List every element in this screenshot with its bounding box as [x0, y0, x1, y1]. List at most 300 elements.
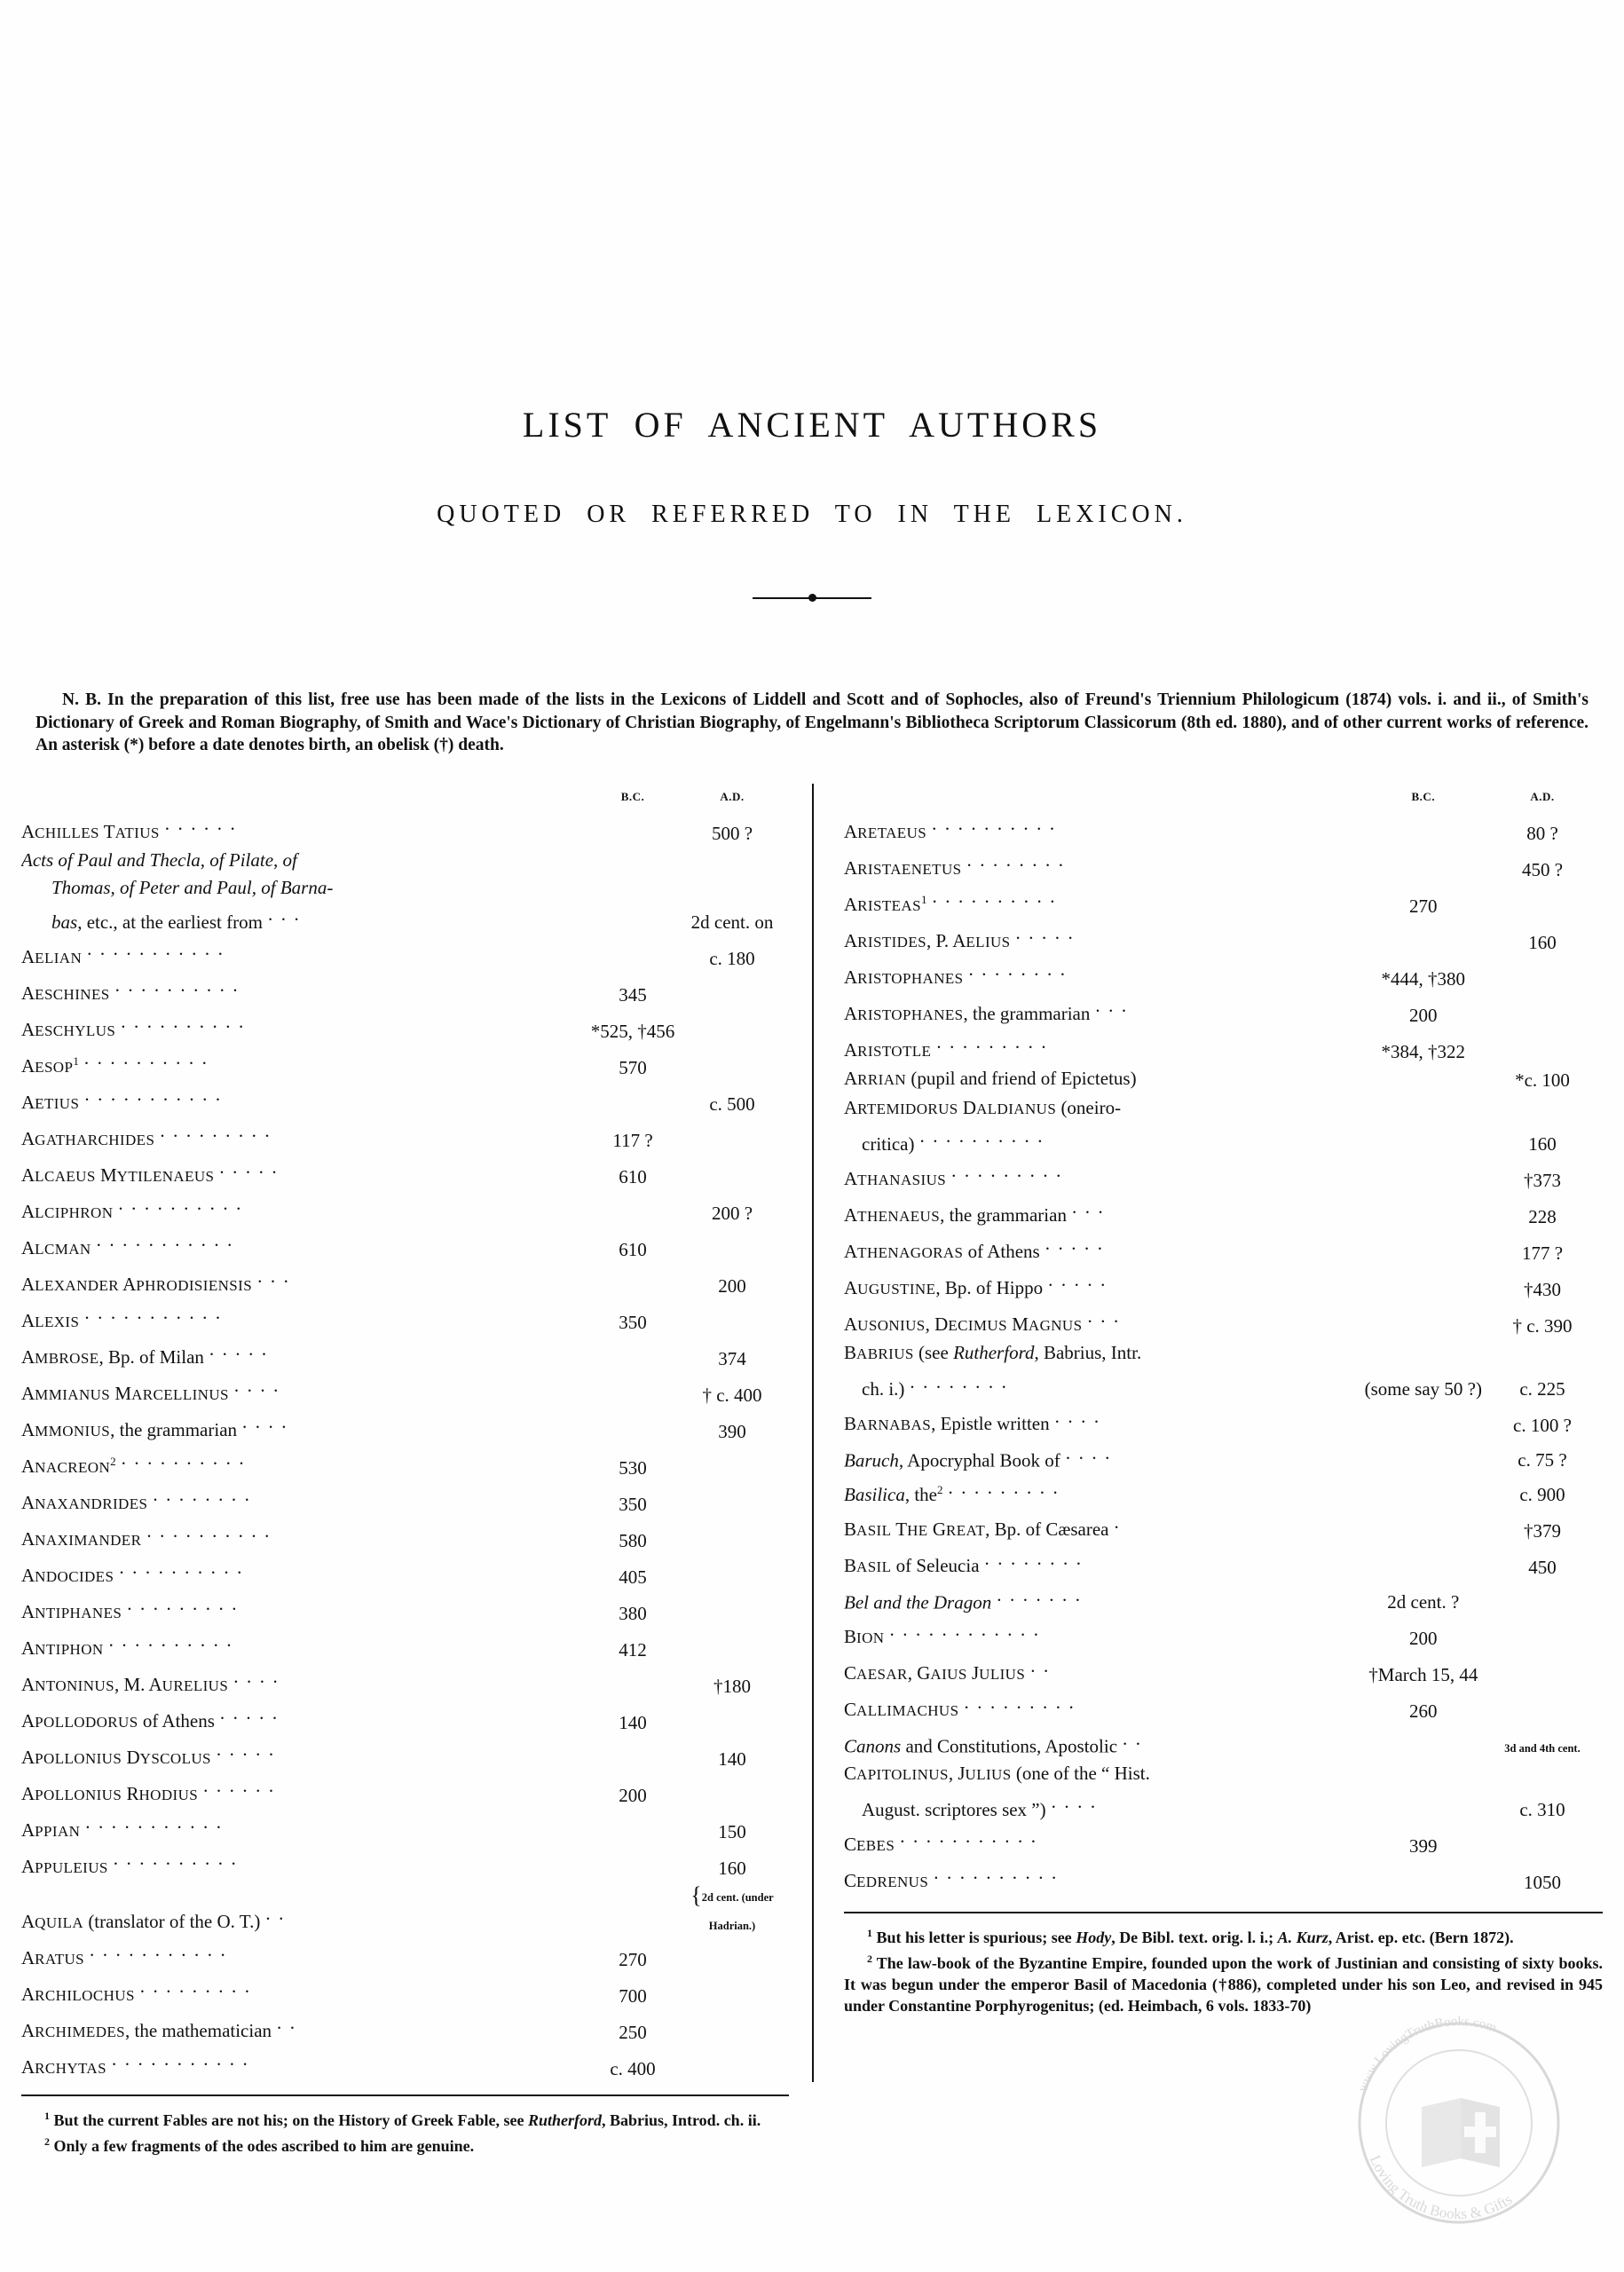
- date-bc: [1365, 1474, 1482, 1509]
- author-name: ch. i.) ........: [844, 1369, 1365, 1403]
- list-item: [844, 1440, 1603, 1474]
- date-bc: 700: [619, 1984, 647, 2007]
- date-ad: [675, 1772, 789, 1809]
- author-name: ANAXIMANDER ..........: [21, 1518, 590, 1554]
- list-item: [21, 935, 789, 972]
- author-name: AMBROSE, Bp. of Milan .....: [21, 1336, 590, 1372]
- author-name: AESCHINES ..........: [21, 972, 590, 1008]
- right-entry-table: [844, 784, 1603, 1897]
- leader-dots: ...: [267, 903, 308, 925]
- date-ad: [675, 874, 789, 902]
- list-item: [844, 1339, 1603, 1369]
- date-ad: 200: [718, 1274, 746, 1297]
- date-ad: [1482, 1823, 1603, 1859]
- date-bc: [1365, 1545, 1482, 1582]
- date-ad: [675, 1937, 789, 1973]
- date-ad: [675, 1227, 789, 1263]
- right-footnote-rule: [844, 1912, 1603, 1913]
- leader-dots: ..: [265, 1903, 292, 1924]
- list-item: [844, 1616, 1603, 1653]
- date-ad: 450: [1528, 1557, 1557, 1578]
- date-ad: [675, 1973, 789, 2009]
- date-bc: [1365, 810, 1482, 847]
- author-name: BION ............: [844, 1616, 1365, 1653]
- date-bc: 117 ?: [612, 1129, 653, 1151]
- date-ad: [675, 2009, 789, 2046]
- list-item: [21, 1045, 789, 1081]
- date-ad: 160: [1528, 1132, 1557, 1155]
- date-ad: c. 180: [709, 947, 755, 969]
- list-item: [844, 1266, 1603, 1303]
- date-ad: c. 75 ?: [1518, 1449, 1567, 1471]
- date-bc: [590, 1845, 675, 1882]
- list-item: [844, 1194, 1603, 1230]
- leader-dots: ............: [889, 1618, 1047, 1640]
- date-bc: 270: [619, 1948, 647, 1970]
- date-ad: † c. 390: [1512, 1314, 1573, 1337]
- list-item: [844, 1123, 1603, 1157]
- date-ad: 3d and 4th cent.: [1504, 1742, 1581, 1755]
- author-name: CAESAR, GAIUS JULIUS ..: [844, 1653, 1365, 1689]
- list-item: [844, 1582, 1603, 1616]
- date-bc: [1365, 1194, 1482, 1230]
- list-item: [21, 1227, 789, 1263]
- list-item: [844, 847, 1603, 883]
- leader-dots: .........: [160, 1120, 279, 1141]
- date-bc: 260: [1409, 1700, 1438, 1722]
- footnote: $^2$ The law-book of the Byzantine Empire, founded upon the work of Justinian and consisting of sixty books. It was begun under the emperor Basil of Macedonia (†886), completed under his son Leo, and revised in 945 under Constantine Porphyrogenitus; (ed. Heimbach, 6 vols. 1833-70): [844, 1952, 1603, 2015]
- date-bc: 140: [619, 1711, 647, 1733]
- date-ad: [1482, 1653, 1603, 1689]
- list-item: [21, 1937, 789, 1973]
- date-bc: [590, 874, 675, 902]
- author-name: ALCMAN ...........: [21, 1227, 590, 1263]
- leader-dots: ...........: [96, 1229, 240, 1250]
- header-spacer: [21, 784, 590, 811]
- date-ad: 177 ?: [1521, 1242, 1564, 1264]
- list-item: [844, 1788, 1603, 1823]
- date-ad: c. 100 ?: [1513, 1415, 1572, 1436]
- left-column: [21, 784, 812, 2083]
- leader-dots: ...: [257, 1266, 297, 1287]
- list-item: [21, 1408, 789, 1445]
- date-ad: [675, 1518, 789, 1554]
- date-ad: 390: [718, 1420, 746, 1442]
- leader-dots: ..........: [932, 886, 1063, 907]
- date-ad: †373: [1524, 1169, 1561, 1191]
- leader-dots: ........: [153, 1484, 258, 1505]
- date-ad: [675, 2046, 789, 2082]
- date-bc: 200: [619, 1784, 647, 1806]
- date-ad: †379: [1524, 1520, 1561, 1542]
- date-bc: 530: [619, 1456, 647, 1479]
- leader-dots: .........: [139, 1976, 258, 1997]
- leader-dots: ..........: [113, 1848, 245, 1869]
- list-item: [21, 810, 789, 847]
- leader-dots: ..: [1123, 1727, 1149, 1749]
- leader-dots: .....: [1015, 922, 1082, 943]
- date-ad: [1482, 1582, 1603, 1616]
- date-bc: c. 400: [610, 2057, 656, 2079]
- header-ad-right: A.D.: [1530, 789, 1555, 803]
- author-name: ARCHYTAS ...........: [21, 2046, 590, 2082]
- date-ad: 450 ?: [1521, 858, 1564, 880]
- author-name: Acts of Paul and Thecla, of Pilate, of: [21, 849, 297, 871]
- leader-dots: .........: [936, 1031, 1055, 1053]
- date-bc: [590, 1336, 675, 1372]
- date-ad: †180: [713, 1675, 751, 1697]
- author-name: APOLLONIUS RHODIUS ......: [21, 1772, 590, 1809]
- date-bc: [1365, 1440, 1482, 1474]
- date-ad: [675, 1445, 789, 1481]
- leader-dots: .....: [1048, 1269, 1114, 1290]
- date-ad: [675, 972, 789, 1008]
- leader-dots: .........: [948, 1476, 1067, 1498]
- list-item: [844, 1725, 1603, 1760]
- date-ad: c. 225: [1519, 1378, 1565, 1400]
- date-ad: c. 500: [709, 1093, 755, 1115]
- list-item: [844, 1065, 1603, 1094]
- date-bc: [1365, 1123, 1482, 1157]
- list-item: [844, 1094, 1603, 1124]
- author-name: AMMIANUS MARCELLINUS ....: [21, 1372, 590, 1408]
- leader-dots: ..........: [934, 1862, 1065, 1883]
- leader-dots: ....: [233, 1666, 287, 1687]
- leader-dots: ........: [910, 1370, 1015, 1392]
- list-item: [844, 1823, 1603, 1859]
- date-bc: [1365, 1859, 1482, 1896]
- author-name: ARATUS ...........: [21, 1937, 590, 1973]
- author-name: AUGUSTINE, Bp. of Hippo .....: [844, 1266, 1365, 1303]
- list-item: [21, 1736, 789, 1772]
- list-item: [21, 1518, 789, 1554]
- leader-dots: .......: [997, 1583, 1089, 1605]
- list-item: [21, 972, 789, 1008]
- date-bc: 270: [1409, 895, 1438, 917]
- list-item: [21, 1008, 789, 1045]
- leader-dots: ........: [966, 849, 1072, 871]
- date-bc: [590, 935, 675, 972]
- footnote: $^1$ But his letter is spurious; see Hody, De Bibl. text. orig. l. i.; A. Kurz, Arist. ep. etc. (Bern 1872).: [867, 1927, 1514, 1946]
- date-bc: 380: [619, 1602, 647, 1624]
- date-ad: [1482, 1616, 1603, 1653]
- date-ad: c. 310: [1519, 1798, 1565, 1820]
- date-ad: [675, 1481, 789, 1518]
- leader-dots: ...........: [84, 1084, 229, 1105]
- leader-dots: ....: [1065, 1441, 1118, 1463]
- date-bc: 570: [619, 1056, 647, 1078]
- author-name: BASIL THE GREAT, Bp. of Cæsarea .: [844, 1509, 1365, 1545]
- right-column: [812, 784, 1603, 2083]
- author-name: ANTIPHANES .........: [21, 1590, 590, 1627]
- left-footnote-area: [21, 2082, 1603, 2157]
- list-item: [21, 1882, 789, 1937]
- date-bc: 399: [1409, 1834, 1438, 1857]
- date-bc: [1365, 1788, 1482, 1823]
- date-ad: [1482, 1094, 1603, 1124]
- leader-dots: ....: [242, 1411, 296, 1432]
- left-footnote-col: [21, 2082, 812, 2157]
- date-bc: 200: [1409, 1004, 1438, 1026]
- footnote: $^2$ Only a few fragments of the odes ascribed to him are genuine.: [44, 2135, 475, 2155]
- leader-dots: ....: [1051, 1791, 1104, 1812]
- author-name: AESCHYLUS ..........: [21, 1008, 590, 1045]
- author-name: ANTIPHON ..........: [21, 1627, 590, 1663]
- date-bc: [590, 1663, 675, 1700]
- author-name: BABRIUS (see Rutherford, Babrius, Intr.: [844, 1342, 1142, 1363]
- date-bc: [1365, 1094, 1482, 1124]
- list-item: [844, 810, 1603, 847]
- right-footnote-area: [844, 1912, 1603, 2016]
- date-bc: 345: [619, 983, 647, 1006]
- date-bc: [1365, 1760, 1482, 1789]
- date-ad: [675, 1554, 789, 1590]
- date-bc: [1365, 1157, 1482, 1194]
- date-bc: 412: [619, 1638, 647, 1661]
- date-ad: 140: [718, 1747, 746, 1770]
- right-footnote-spacer: [812, 2082, 1603, 2157]
- date-bc: *525, †456: [590, 1020, 675, 1042]
- date-bc: 250: [619, 2021, 647, 2043]
- leader-dots: .....: [219, 1156, 286, 1178]
- date-bc: [1365, 1725, 1482, 1760]
- date-ad: 374: [718, 1347, 746, 1369]
- date-ad: [675, 1008, 789, 1045]
- author-name: ARRIAN (pupil and friend of Epictetus): [844, 1068, 1137, 1089]
- date-bc: (some say 50 ?): [1364, 1378, 1482, 1400]
- leader-dots: ..........: [108, 1629, 240, 1651]
- list-item: [21, 1590, 789, 1627]
- date-ad: [675, 1299, 789, 1336]
- date-ad: [1482, 1029, 1603, 1065]
- date-bc: [590, 1263, 675, 1299]
- right-footnotes: [844, 1922, 1603, 2016]
- leader-dots: ...........: [90, 1939, 234, 1960]
- date-ad: 500 ?: [711, 822, 753, 844]
- list-item: [21, 1663, 789, 1700]
- author-name: ANACREON$^2$ ..........: [21, 1445, 590, 1481]
- list-item: [21, 1445, 789, 1481]
- author-name: ARISTAENETUS ........: [844, 847, 1365, 883]
- author-list-columns: [21, 784, 1603, 2083]
- list-item: [21, 1372, 789, 1408]
- list-item: [21, 1336, 789, 1372]
- date-bc: [1365, 1065, 1482, 1094]
- author-name: ANDOCIDES ..........: [21, 1554, 590, 1590]
- date-ad: [1482, 1339, 1603, 1369]
- svg-text:Loving Truth Books & Gifts: [1367, 2153, 1516, 2222]
- author-name: CALLIMACHUS .........: [844, 1689, 1365, 1725]
- author-name: ARISTIDES, P. AELIUS .....: [844, 919, 1365, 956]
- leader-dots: .........: [951, 1160, 1069, 1181]
- leader-dots: ..........: [146, 1520, 278, 1542]
- date-ad: c. 900: [1519, 1484, 1565, 1505]
- leader-dots: ...........: [84, 1302, 229, 1323]
- date-bc: 610: [619, 1165, 647, 1187]
- date-ad: [675, 1045, 789, 1081]
- list-item: [844, 1509, 1603, 1545]
- date-ad: 1050: [1524, 1871, 1561, 1893]
- leader-dots: ..........: [919, 1125, 1051, 1147]
- list-item: [844, 956, 1603, 992]
- author-name: ATHENAGORAS of Athens .....: [844, 1230, 1365, 1266]
- list-item: [21, 1263, 789, 1299]
- list-item: [844, 919, 1603, 956]
- footnote: $^1$ But the current Fables are not his; on the History of Greek Fable, see Rutherford, Babrius, Introd. ch. ii.: [44, 2110, 761, 2129]
- list-item: [844, 1653, 1603, 1689]
- leader-dots: ...........: [111, 2048, 256, 2070]
- leader-dots: ...: [1071, 1196, 1112, 1218]
- date-bc: [590, 1408, 675, 1445]
- leader-dots: .....: [219, 1702, 286, 1724]
- list-item: [21, 874, 789, 902]
- list-item: [21, 2046, 789, 2082]
- header-bc: B.C.: [620, 789, 645, 803]
- author-name: ARTEMIDORUS DALDIANUS (oneiro-: [844, 1096, 1122, 1118]
- date-bc: [590, 1809, 675, 1845]
- author-name: ALEXANDER APHRODISIENSIS ...: [21, 1263, 590, 1299]
- list-item: [844, 1859, 1603, 1896]
- right-column-headers: [844, 784, 1603, 811]
- date-ad: [675, 847, 789, 874]
- date-bc: [1365, 847, 1482, 883]
- date-bc: [590, 1736, 675, 1772]
- author-name: CEDRENUS ..........: [844, 1859, 1365, 1896]
- list-item: [21, 1772, 789, 1809]
- left-footnotes: [21, 2105, 789, 2157]
- author-name: ANTONINUS, M. AURELIUS ....: [21, 1663, 590, 1700]
- author-name: CEBES ...........: [844, 1823, 1365, 1859]
- author-name: August. scriptores sex ”) ....: [844, 1788, 1365, 1823]
- list-item: [844, 1403, 1603, 1440]
- author-name: AUSONIUS, DECIMUS MAGNUS ...: [844, 1303, 1365, 1339]
- list-item: [844, 1689, 1603, 1725]
- date-bc: [590, 1190, 675, 1227]
- date-bc: †March 15, 44: [1368, 1664, 1478, 1685]
- date-bc: [1365, 919, 1482, 956]
- ornament-dot: [808, 594, 816, 602]
- date-bc: *384, †322: [1381, 1040, 1466, 1062]
- list-item: [844, 1230, 1603, 1266]
- left-column-headers: [21, 784, 789, 811]
- author-name: Canons and Constitutions, Apostolic ..: [844, 1725, 1365, 1760]
- list-item: [844, 1303, 1603, 1339]
- list-item: [844, 1545, 1603, 1582]
- date-bc: [590, 1372, 675, 1408]
- leader-dots: ..........: [932, 813, 1063, 834]
- nb-note: N. B. In the preparation of this list, free use has been made of the lists in the Lexicons of Liddell and Scott and of Sophocles, also of Freund's Triennium Philologicum (1874) vols. i. and ii., of Smith's Dictionary of Greek and Roman Biography, of Smith and Wace's Dictionary of Christian Biography, of Engelmann's Bibliotheca Scriptorum Classicorum (8th ed. 1880), and of other current works of reference. An asterisk (*) before a date denotes birth, an obelisk (†) death.: [35, 690, 1589, 754]
- date-ad: [1482, 992, 1603, 1029]
- date-bc: 405: [619, 1566, 647, 1588]
- author-name: Basilica, the$^2$ .........: [844, 1474, 1365, 1509]
- author-name: AQUILA (translator of the O. T.) ..: [21, 1882, 590, 1937]
- date-ad: 160: [718, 1857, 746, 1879]
- header-ad: A.D.: [720, 789, 745, 803]
- author-name: ATHANASIUS .........: [844, 1157, 1365, 1194]
- date-ad: [1482, 1760, 1603, 1789]
- author-name: critica) ..........: [844, 1123, 1365, 1157]
- author-name: APOLLONIUS DYSCOLUS .....: [21, 1736, 590, 1772]
- date-bc: [1365, 1230, 1482, 1266]
- leader-dots: ........: [984, 1547, 1090, 1569]
- date-ad: [675, 1700, 789, 1736]
- date-ad: [1482, 1689, 1603, 1725]
- list-item: [844, 992, 1603, 1029]
- leader-dots: ........: [968, 958, 1074, 980]
- leader-dots: .....: [209, 1338, 275, 1360]
- leader-dots: ....: [1054, 1405, 1108, 1427]
- list-item: [21, 1117, 789, 1154]
- list-item: [21, 2009, 789, 2046]
- leader-dots: ......: [164, 813, 244, 834]
- author-name: ALCIPHRON ..........: [21, 1190, 590, 1227]
- page-subtitle: QUOTED OR REFERRED TO IN THE LEXICON.: [437, 501, 1187, 528]
- author-name: AGATHARCHIDES .........: [21, 1117, 590, 1154]
- author-name: AMMONIUS, the grammarian ....: [21, 1408, 590, 1445]
- date-bc: *444, †380: [1381, 967, 1466, 990]
- author-name: AELIAN ...........: [21, 935, 590, 972]
- date-bc: 610: [619, 1238, 647, 1260]
- list-item: [21, 1299, 789, 1336]
- leader-dots: ..........: [83, 1047, 216, 1069]
- header-spacer-right: [844, 784, 1365, 811]
- ornament-divider: [0, 580, 1624, 616]
- author-name: ALEXIS ...........: [21, 1299, 590, 1336]
- date-ad: 2d cent. on: [690, 911, 774, 933]
- author-name: Thomas, of Peter and Paul, of Barna-: [51, 876, 334, 898]
- author-name: AESOP$^1$ ..........: [21, 1045, 590, 1081]
- list-item: [21, 1845, 789, 1882]
- list-item: [21, 1700, 789, 1736]
- watermark-text-line2: www.LovingTruthBooks.com: [1356, 2014, 1499, 2094]
- date-ad: 150: [718, 1820, 746, 1842]
- leader-dots: ..........: [114, 974, 247, 996]
- list-item: [844, 1369, 1603, 1403]
- right-entries: [844, 810, 1603, 1896]
- list-item: [21, 1190, 789, 1227]
- author-name: ARETAEUS ..........: [844, 810, 1365, 847]
- watermark-text-line1: Loving Truth Books & Gifts: [1366, 2152, 1516, 2223]
- date-bc: 580: [619, 1529, 647, 1551]
- leader-dots: ....: [233, 1375, 287, 1396]
- author-name: bas, etc., at the earliest from ...: [21, 901, 590, 935]
- date-ad: [675, 1154, 789, 1190]
- list-item: [21, 1554, 789, 1590]
- author-name: ARCHILOCHUS .........: [21, 1973, 590, 2009]
- left-entries: [21, 810, 789, 2082]
- list-item: [21, 1973, 789, 2009]
- list-item: [21, 1809, 789, 1845]
- leader-dots: .........: [127, 1593, 245, 1614]
- date-ad: 160: [1528, 931, 1557, 953]
- date-bc: [590, 1882, 675, 1937]
- author-name: APPIAN ...........: [21, 1809, 590, 1845]
- list-item: [844, 1474, 1603, 1509]
- author-name: ANAXANDRIDES ........: [21, 1481, 590, 1518]
- author-name: ARISTEAS$^1$ ..........: [844, 883, 1365, 919]
- date-bc: 2d cent. ?: [1387, 1591, 1460, 1613]
- leader-dots: ..: [1030, 1654, 1057, 1676]
- author-name: Baruch, Apocryphal Book of ....: [844, 1440, 1365, 1474]
- date-ad: [675, 1627, 789, 1663]
- author-name: BARNABAS, Epistle written ....: [844, 1403, 1365, 1440]
- author-name: ARCHIMEDES, the mathematician ..: [21, 2009, 590, 2046]
- author-name: CAPITOLINUS, JULIUS (one of the “ Hist.: [844, 1762, 1150, 1784]
- author-name: ARISTOPHANES, the grammarian ...: [844, 992, 1365, 1029]
- date-bc: [590, 810, 675, 847]
- leader-dots: ...: [1095, 995, 1135, 1016]
- date-ad: 80 ?: [1526, 822, 1558, 844]
